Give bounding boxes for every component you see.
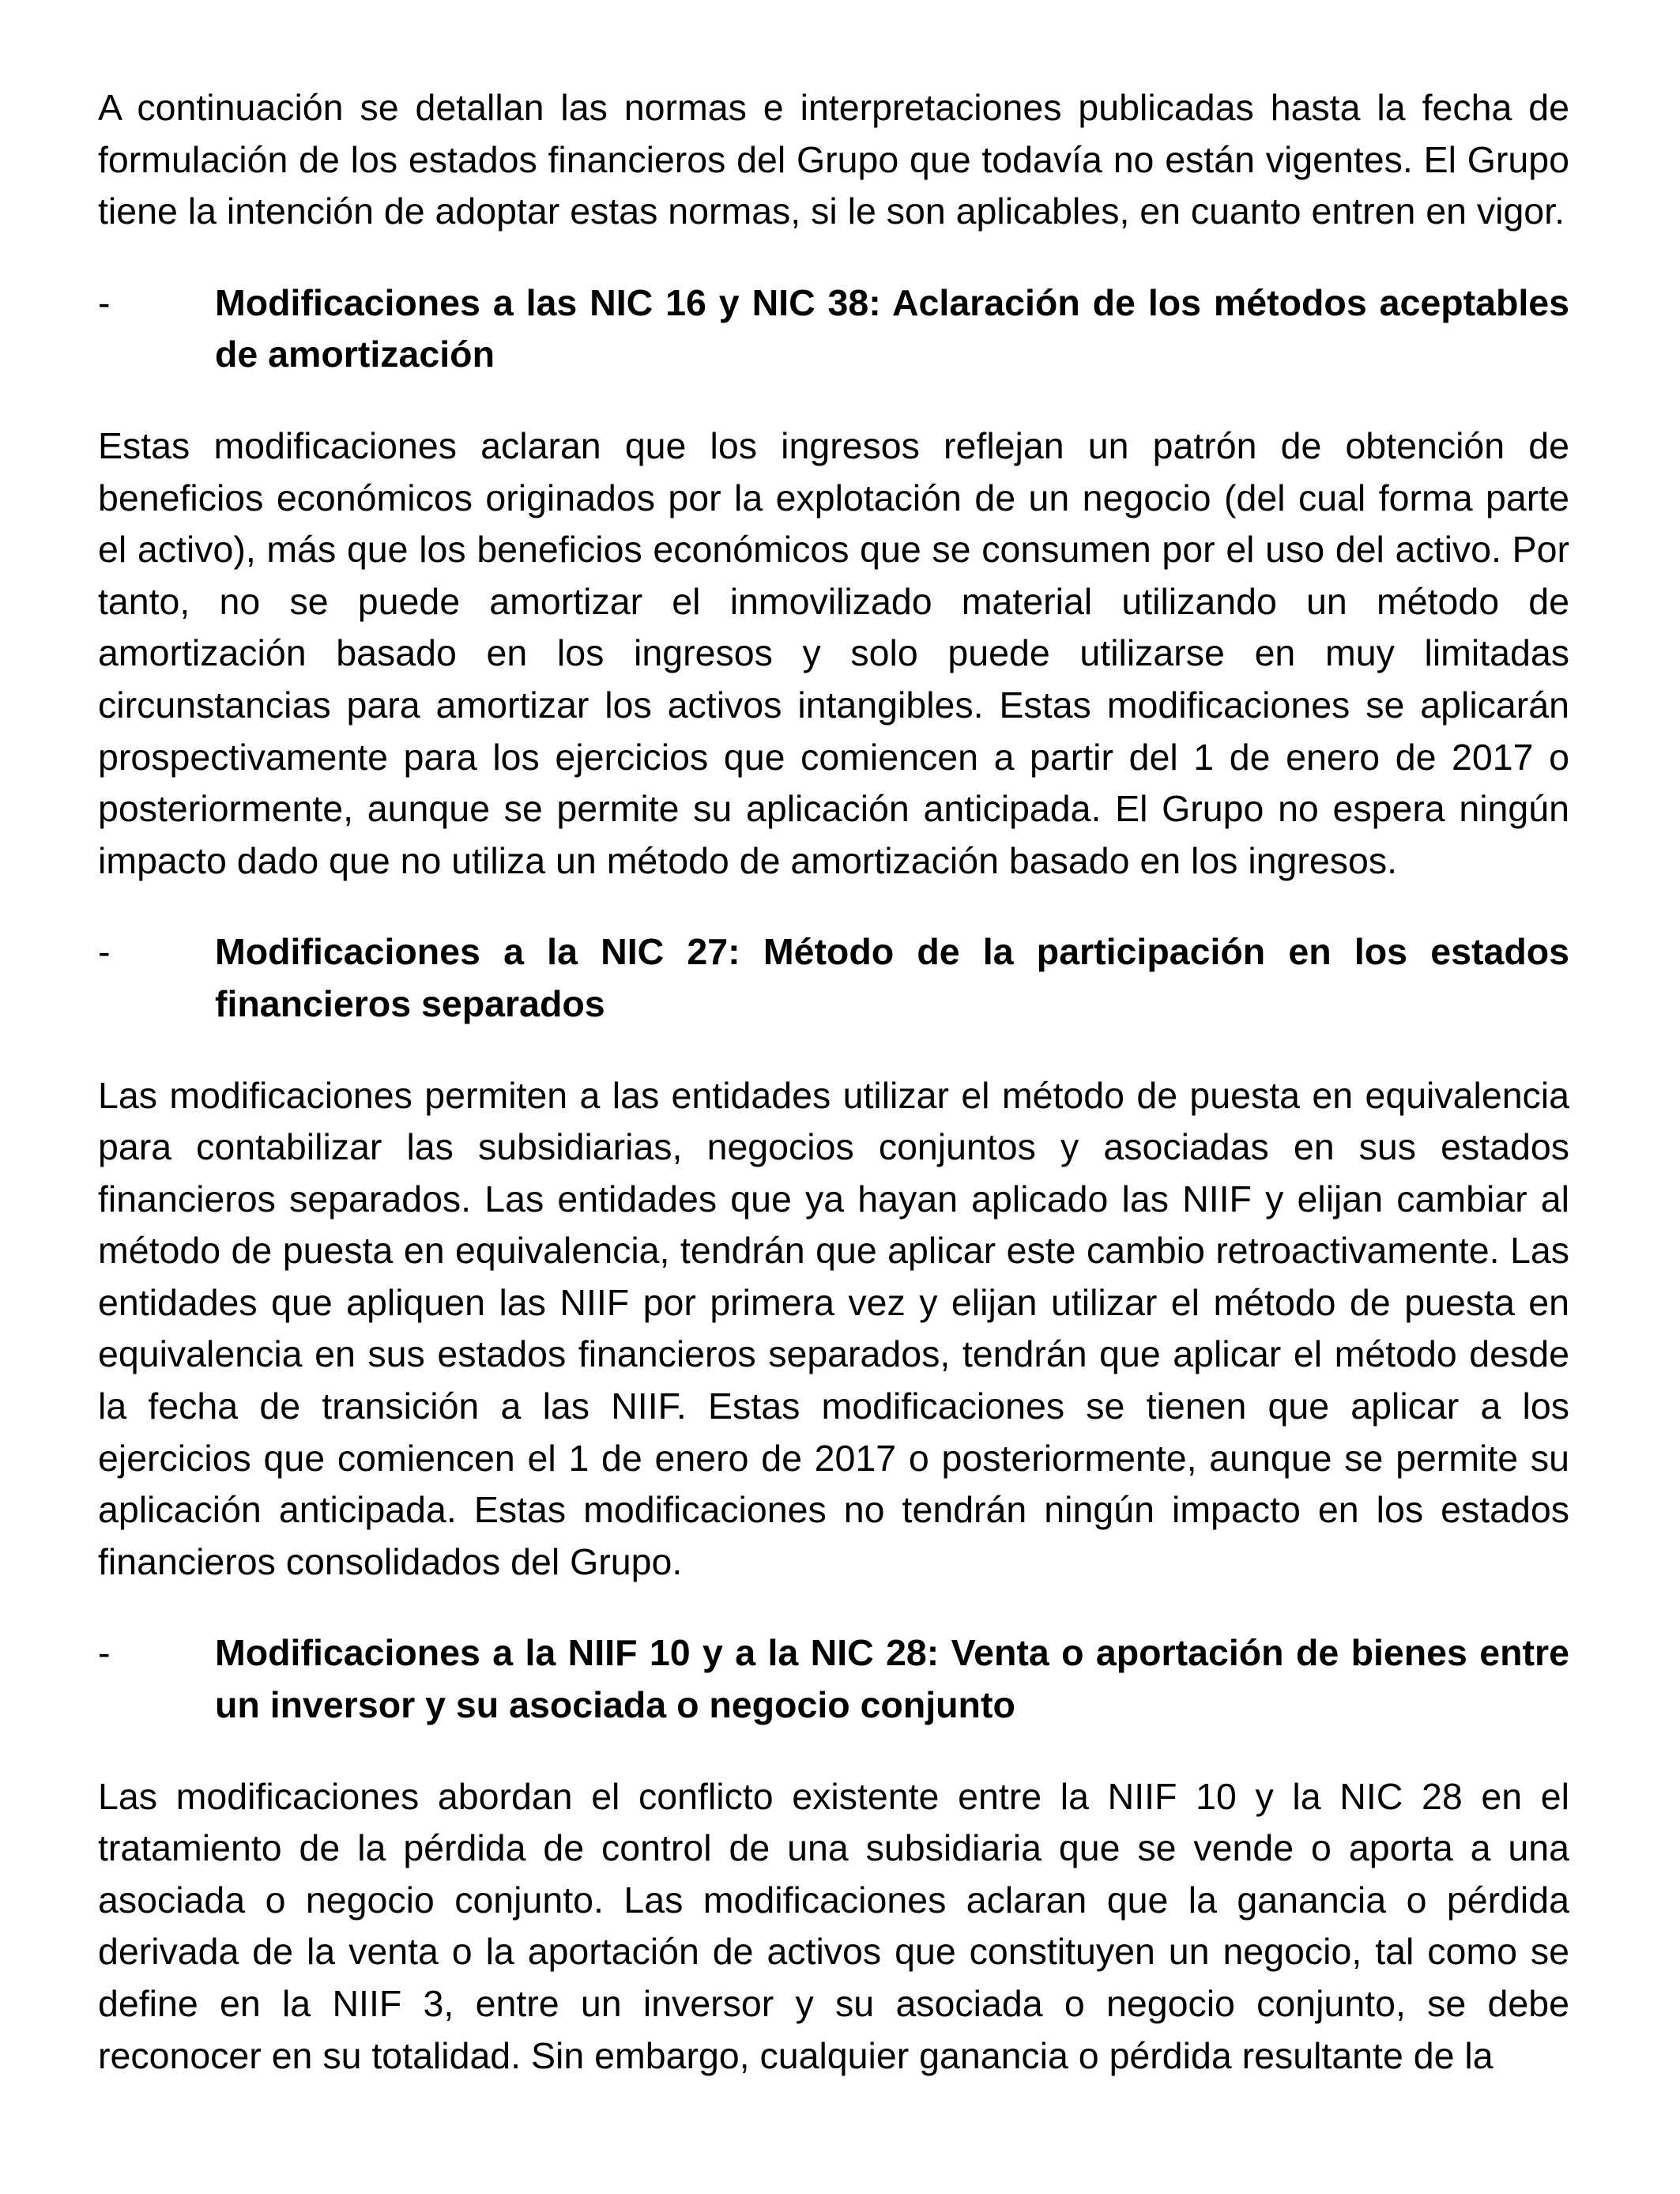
bullet-dash: - bbox=[98, 1632, 111, 1674]
bullet-dash: - bbox=[98, 281, 111, 323]
paragraph-nic27: Las modificaciones permiten a las entidades utilizar el método de puesta en equivalencia para contabilizar las subsidiarias, negocios conjuntos y asociadas en sus estados financieros separados. Las entidades que ya hayan aplicado las NIIF y elijan cambiar al método de puesta en equivalencia, tendrán que aplicar este cambio retroactivamente. Las entidades que apliquen las NIIF por primera vez y elijan utilizar el método de puesta en equivalencia en sus estados financieros separados, tendrán que aplicar el método desde la fecha de transición a las NIIF. Estas modificaciones se tienen que aplicar a los ejercicios que comiencen el 1 de enero de 2017 o posteriormente, aunque se permite su aplicación anticipada. Estas modificaciones no tendrán ningún impacto en los estados financieros consolidados del Grupo. bbox=[98, 1074, 1569, 1582]
intro-paragraph: A continuación se detallan las normas e interpretaciones publicadas hasta la fecha de formulación de los estados financieros del Grupo que todavía no están vigentes. El Grupo tiene la intención de adoptar estas normas, si le son aplicables, en cuanto entren en vigor. bbox=[98, 87, 1569, 232]
paragraph-niif10-nic28: Las modificaciones abordan el conflicto existente entre la NIIF 10 y la NIC 28 en el tratamiento de la pérdida de control de una subsidiaria que se vende o aporta a una asociada o negocio conjunto. Las modificaciones aclaran que la ganancia o pérdida derivada de la venta o la aportación de activos que constituyen un negocio, tal como se define en la NIIF 3, entre un inversor y su asociada o negocio conjunto, se debe reconocer en su totalidad. Sin embargo, cualquier ganancia o pérdida resultante de la bbox=[98, 1775, 1569, 2076]
heading-text: Modificaciones a las NIC 16 y NIC 38: Aclaración de los métodos aceptables de amortización bbox=[215, 281, 1569, 375]
bullet-dash: - bbox=[98, 931, 111, 973]
section-heading-nic16-nic38 bbox=[98, 277, 1569, 381]
section-heading-niif10-nic28 bbox=[98, 1627, 1569, 1731]
section-heading-nic27 bbox=[98, 926, 1569, 1030]
paragraph-nic16-nic38: Estas modificaciones aclaran que los ingresos reflejan un patrón de obtención de beneficios económicos originados por la explotación de un negocio (del cual forma parte el activo), más que los beneficios económicos que se consumen por el uso del activo. Por tanto, no se puede amortizar el inmovilizado material utilizando un método de amortización basado en los ingresos y solo puede utilizarse en muy limitadas circunstancias para amortizar los activos intangibles. Estas modificaciones se aplicarán prospectivamente para los ejercicios que comiencen a partir del 1 de enero de 2017 o posteriormente, aunque se permite su aplicación anticipada. El Grupo no espera ningún impacto dado que no utiliza un método de amortización basado en los ingresos. bbox=[98, 424, 1569, 881]
document-body bbox=[98, 82, 1569, 2082]
heading-text: Modificaciones a la NIIF 10 y a la NIC 28: Venta o aportación de bienes entre un inversor y su asociada o negocio conjunto bbox=[215, 1632, 1569, 1726]
heading-text: Modificaciones a la NIC 27: Método de la participación en los estados financieros separados bbox=[215, 931, 1569, 1024]
